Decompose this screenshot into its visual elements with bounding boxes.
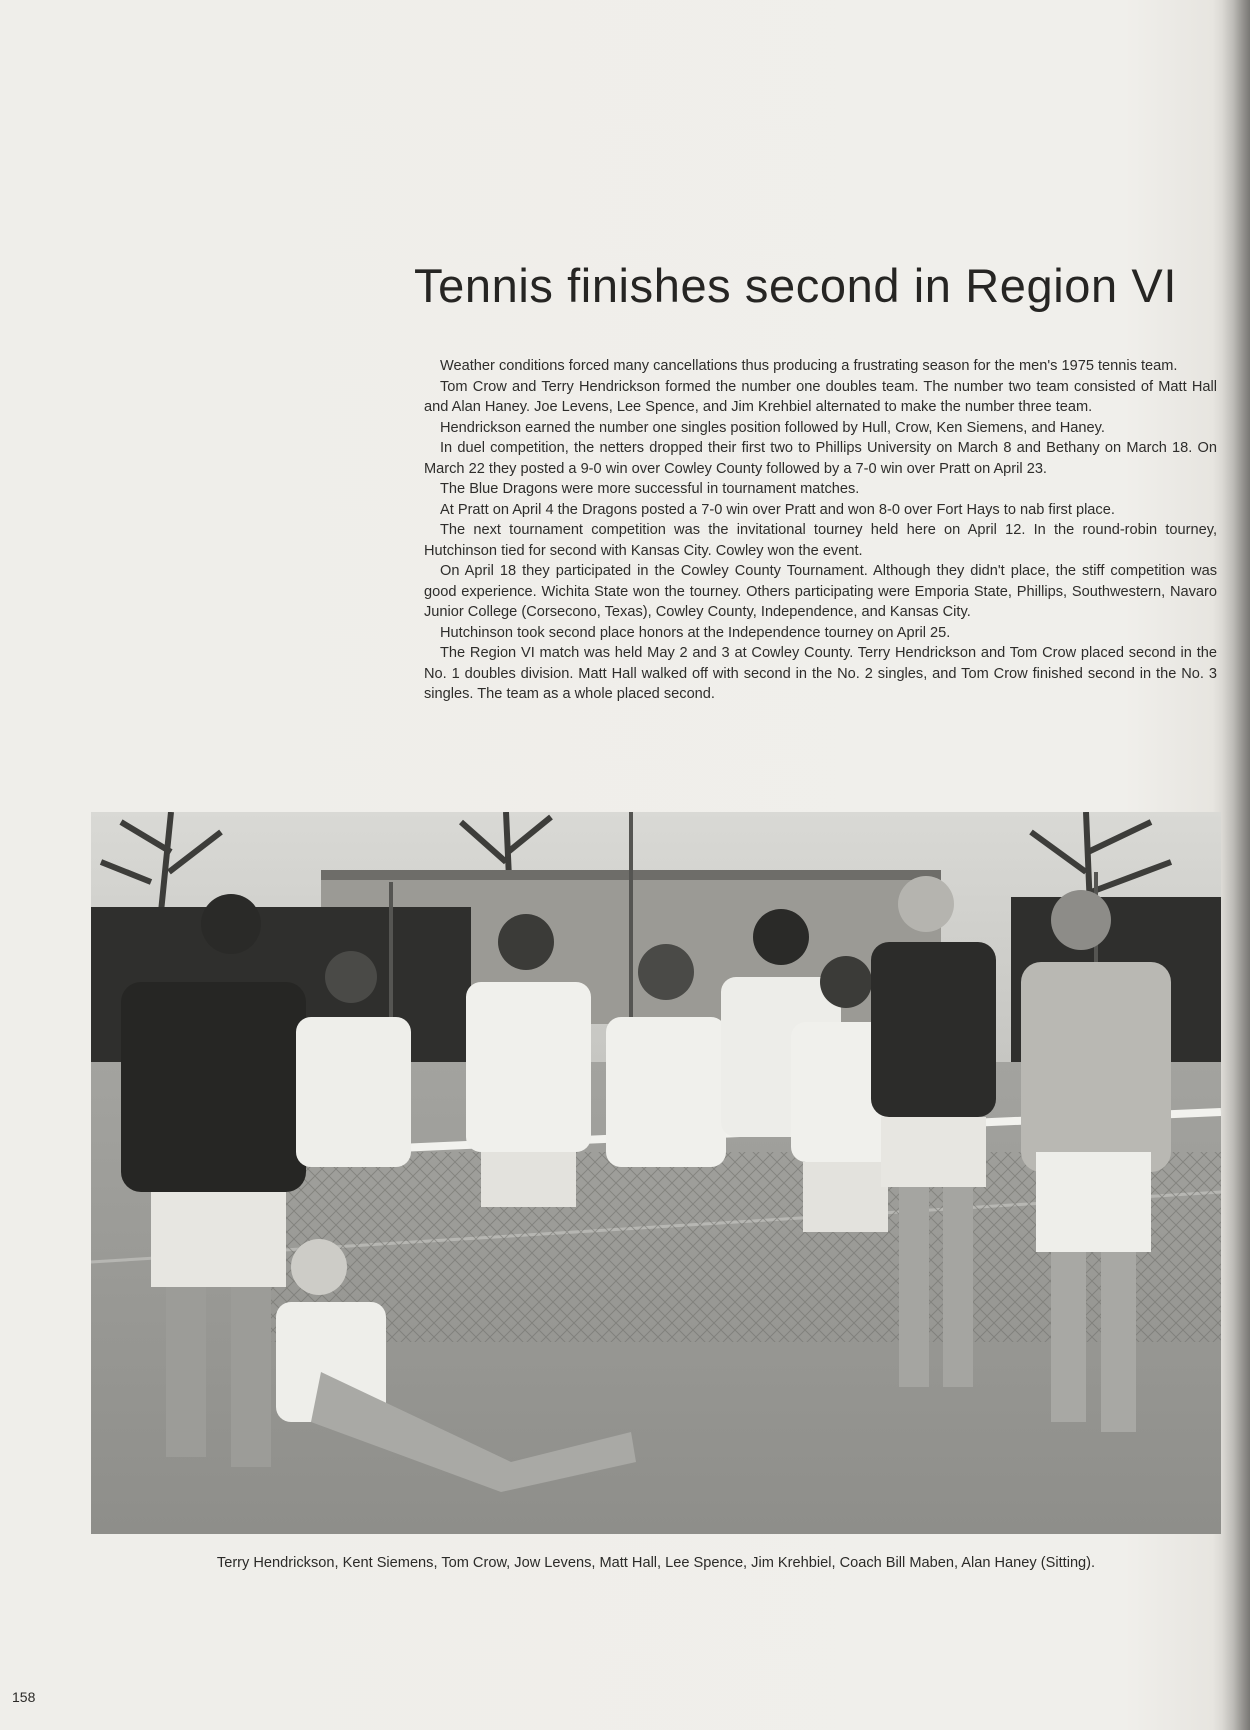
book-spine-shadow bbox=[1222, 0, 1250, 1730]
photo-caption: Terry Hendrickson, Kent Siemens, Tom Crow, Jow Levens, Matt Hall, Lee Spence, Jim Krehbiel, Coach Bill Maben, Alan Haney (Sitting). bbox=[216, 1555, 1096, 1571]
team-photo bbox=[91, 812, 1221, 1534]
article-paragraph: Hutchinson took second place honors at the Independence tourney on April 25. bbox=[440, 624, 951, 641]
article-paragraph: The Blue Dragons were more successful in tournament matches. bbox=[440, 481, 860, 497]
article-paragraph: On April 18 they participated in the Cowley County Tournament. Although they didn't place, the stiff competition was good experience. Wichita State won the tourney. Others participating were Emporia State, Phillips, Southwestern, Navaro Junior College (Corsecono, Texas), Cowley County, Independence, and Kansas City. bbox=[424, 563, 1217, 620]
article-paragraph: At Pratt on April 4 the Dragons posted a 7-0 win over Pratt and won 8-0 over Fort Hays to nab first place. bbox=[440, 501, 1115, 518]
team-photo-illustration bbox=[91, 812, 1221, 1534]
article-paragraph: The next tournament competition was the invitational tourney held here on April 12. In the round-robin tourney, Hutchinson tied for second with Kansas City. Cowley won the event. bbox=[424, 522, 1217, 559]
article-paragraph: Tom Crow and Terry Hendrickson formed the number one doubles team. The number two team consisted of Matt Hall and Alan Haney. Joe Levens, Lee Spence, and Jim Krehbiel alternated to make the number three team. bbox=[424, 378, 1217, 415]
page-title: Tennis finishes second in Region VI bbox=[414, 259, 1177, 312]
article-body bbox=[424, 356, 1217, 705]
article-paragraph: Hendrickson earned the number one singles position followed by Hull, Crow, Ken Siemens, and Haney. bbox=[440, 419, 1105, 436]
article-paragraph: In duel competition, the netters dropped their first two to Phillips University on March 8 and Bethany on March 18. On March 22 they posted a 9-0 win over Cowley County followed by a 7-0 win over Pratt on April 23. bbox=[424, 440, 1217, 477]
article-paragraph: Weather conditions forced many cancellations thus producing a frustrating season for the men's 1975 tennis team. bbox=[440, 358, 1178, 374]
page-number: 158 bbox=[12, 1689, 36, 1705]
article-paragraph: The Region VI match was held May 2 and 3 at Cowley County. Terry Hendrickson and Tom Crow placed second in the No. 1 doubles division. Matt Hall walked off with second in the No. 2 singles, and Tom Crow finished second in the No. 3 singles. The team as a whole placed second. bbox=[424, 645, 1217, 702]
